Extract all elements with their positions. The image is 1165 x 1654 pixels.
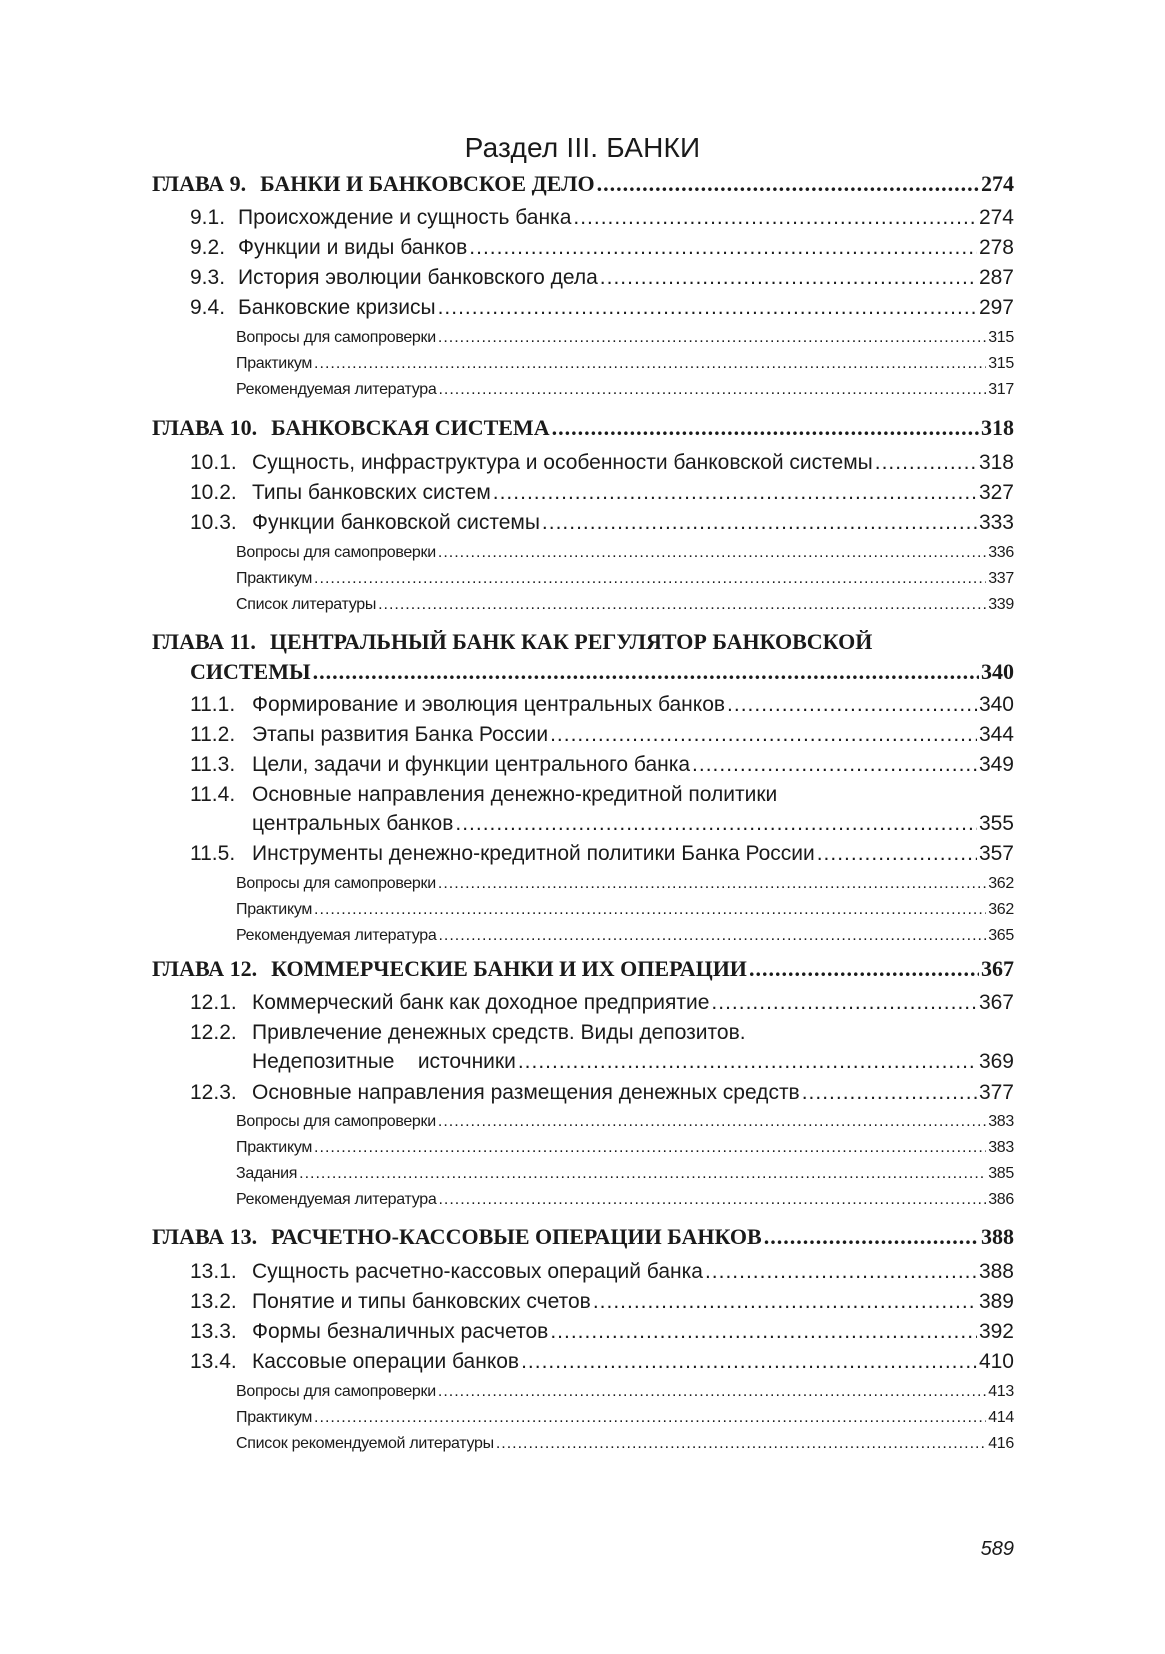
subitem-title: Практикум bbox=[236, 1409, 313, 1426]
toc-section bbox=[190, 293, 1014, 322]
toc-chapter bbox=[152, 413, 1014, 443]
toc-section bbox=[190, 203, 1014, 232]
leader-dots bbox=[496, 1432, 986, 1456]
section-number: 11.3. bbox=[190, 753, 236, 776]
section-number: 10.3. bbox=[190, 511, 237, 534]
page-ref: 318 bbox=[981, 415, 1014, 440]
toc-subitem bbox=[236, 567, 1014, 591]
page-ref: 389 bbox=[978, 1290, 1014, 1313]
leader-dots bbox=[438, 1380, 986, 1404]
subitem-title: Вопросы для самопроверки bbox=[236, 875, 436, 892]
toc-section bbox=[190, 233, 1014, 262]
page-ref: 362 bbox=[988, 901, 1014, 918]
subitem-title: Задания bbox=[236, 1165, 298, 1182]
subitem-title: Вопросы для самопроверки bbox=[236, 544, 436, 561]
section-title-text: Функции и виды банков bbox=[238, 236, 468, 259]
section-title-text: центральных банков bbox=[252, 812, 454, 835]
page-ref: 388 bbox=[978, 1260, 1014, 1283]
leader-dots bbox=[314, 1406, 986, 1430]
page-number: 589 bbox=[980, 1538, 1014, 1560]
section-title-text: Сущность расчетно-кассовых операций банка bbox=[252, 1260, 703, 1283]
section-number: 10.1. bbox=[190, 451, 237, 474]
page-ref: 339 bbox=[988, 596, 1014, 613]
leader-dots bbox=[802, 1078, 977, 1107]
section-number: 11.4. bbox=[190, 783, 236, 806]
chapter-number: ГЛАВА 13. bbox=[152, 1224, 258, 1249]
section-title-text: Привлечение денежных средств. Виды депозитов. bbox=[252, 1021, 746, 1044]
leader-dots bbox=[521, 1347, 977, 1376]
toc-subitem bbox=[236, 1380, 1014, 1404]
page-ref: 383 bbox=[988, 1113, 1014, 1130]
page-ref: 416 bbox=[988, 1435, 1014, 1452]
subitem-title: Практикум bbox=[236, 570, 313, 587]
section-number: 11.5. bbox=[190, 842, 236, 865]
toc-section bbox=[190, 750, 1014, 779]
page-ref: 274 bbox=[978, 206, 1014, 229]
chapter-number: ГЛАВА 11. bbox=[152, 629, 256, 654]
toc-subitem bbox=[236, 1406, 1014, 1430]
page-ref: 315 bbox=[988, 355, 1014, 372]
section-number: 12.2. bbox=[190, 1021, 237, 1044]
section-title-text: Формирование и эволюция центральных банков bbox=[252, 693, 726, 716]
section-number: 12.3. bbox=[190, 1081, 237, 1104]
subitem-title: Вопросы для самопроверки bbox=[236, 1383, 436, 1400]
page-ref: 337 bbox=[988, 570, 1014, 587]
section-number: 13.3. bbox=[190, 1320, 237, 1343]
leader-dots bbox=[749, 954, 979, 984]
page-ref: 383 bbox=[988, 1139, 1014, 1156]
toc-section bbox=[190, 720, 1014, 749]
leader-dots bbox=[438, 1110, 986, 1134]
toc-section bbox=[190, 1257, 1014, 1286]
leader-dots bbox=[314, 567, 986, 591]
toc-subitem bbox=[236, 872, 1014, 896]
chapter-title: БАНКИ И БАНКОВСКОЕ ДЕЛО bbox=[260, 171, 595, 196]
toc-section bbox=[190, 508, 1014, 537]
toc-section bbox=[190, 1078, 1014, 1107]
page-ref: 297 bbox=[978, 296, 1014, 319]
toc-section bbox=[190, 1317, 1014, 1346]
page-ref: 333 bbox=[978, 511, 1014, 534]
section-title-text: Основные направления денежно-кредитной политики bbox=[252, 783, 778, 806]
page-ref: 355 bbox=[978, 812, 1014, 835]
leader-dots bbox=[600, 263, 977, 292]
toc-section bbox=[190, 988, 1014, 1017]
toc-section bbox=[190, 1018, 1014, 1047]
page-ref: 392 bbox=[978, 1320, 1014, 1343]
leader-dots bbox=[438, 293, 977, 322]
page-ref: 369 bbox=[978, 1050, 1014, 1073]
leader-dots bbox=[438, 872, 986, 896]
section-title-text: Банковские кризисы bbox=[238, 296, 436, 319]
section-title-text: Основные направления размещения денежных средств bbox=[252, 1081, 800, 1104]
section-number: 9.1. bbox=[190, 206, 226, 229]
toc-section-continuation bbox=[252, 1047, 1014, 1076]
leader-dots bbox=[764, 1222, 979, 1252]
section-title-text: История эволюции банковского дела bbox=[238, 266, 598, 289]
leader-dots bbox=[438, 1188, 986, 1212]
page-ref: 385 bbox=[988, 1165, 1014, 1182]
section-title-text: Функции банковской системы bbox=[252, 511, 540, 534]
leader-dots bbox=[378, 593, 986, 617]
leader-dots bbox=[597, 169, 979, 199]
page-ref: 414 bbox=[988, 1409, 1014, 1426]
page-ref: 344 bbox=[978, 723, 1014, 746]
leader-dots bbox=[493, 478, 977, 507]
page-ref: 340 bbox=[978, 693, 1014, 716]
section-number: 12.1. bbox=[190, 991, 237, 1014]
chapter-number: ГЛАВА 10. bbox=[152, 415, 258, 440]
leader-dots bbox=[727, 690, 977, 719]
leader-dots bbox=[692, 750, 977, 779]
subitem-title: Вопросы для самопроверки bbox=[236, 1113, 436, 1130]
chapter-title: ЦЕНТРАЛЬНЫЙ БАНК КАК РЕГУЛЯТОР БАНКОВСКОЙ bbox=[269, 629, 873, 654]
section-title-text: Этапы развития Банка России bbox=[252, 723, 549, 746]
leader-dots bbox=[518, 1047, 977, 1076]
page-ref: 388 bbox=[981, 1224, 1014, 1249]
toc-section bbox=[190, 690, 1014, 719]
toc-section bbox=[190, 478, 1014, 507]
leader-dots bbox=[438, 924, 986, 948]
toc-section bbox=[190, 780, 1014, 809]
subitem-title: Список литературы bbox=[236, 596, 377, 613]
page-ref: 340 bbox=[981, 659, 1014, 684]
leader-dots bbox=[542, 508, 977, 537]
page-ref: 367 bbox=[978, 991, 1014, 1014]
chapter-title: РАСЧЕТНО-КАССОВЫЕ ОПЕРАЦИИ БАНКОВ bbox=[271, 1224, 762, 1249]
page-ref: 413 bbox=[988, 1383, 1014, 1400]
toc-section-continuation bbox=[252, 809, 1014, 838]
section-title-text: Недепозитные источники bbox=[252, 1050, 516, 1073]
toc-subitem bbox=[236, 898, 1014, 922]
toc-subitem bbox=[236, 541, 1014, 565]
leader-dots bbox=[314, 352, 986, 376]
leader-dots bbox=[705, 1257, 977, 1286]
toc-chapter bbox=[152, 1222, 1014, 1252]
toc-chapter bbox=[152, 954, 1014, 984]
section-number: 13.4. bbox=[190, 1350, 237, 1373]
toc-subitem bbox=[236, 378, 1014, 402]
section-title: Раздел III. БАНКИ bbox=[464, 132, 701, 163]
chapter-number: ГЛАВА 9. bbox=[152, 171, 247, 196]
section-title-text: Происхождение и сущность банка bbox=[238, 206, 572, 229]
section-title-text: Формы безналичных расчетов bbox=[252, 1320, 549, 1343]
page-ref: 327 bbox=[978, 481, 1014, 504]
page-ref: 274 bbox=[981, 171, 1014, 196]
page-ref: 386 bbox=[988, 1191, 1014, 1208]
leader-dots bbox=[438, 378, 986, 402]
toc-chapter bbox=[152, 169, 1014, 199]
toc-chapter bbox=[152, 627, 1014, 657]
leader-dots bbox=[711, 988, 977, 1017]
leader-dots bbox=[550, 720, 977, 749]
section-number: 13.1. bbox=[190, 1260, 237, 1283]
subitem-title: Практикум bbox=[236, 901, 313, 918]
toc-subitem bbox=[236, 1188, 1014, 1212]
toc-subitem bbox=[236, 1162, 1014, 1186]
leader-dots bbox=[573, 203, 977, 232]
section-number: 11.1. bbox=[190, 693, 236, 716]
toc-subitem bbox=[236, 1136, 1014, 1160]
page-ref: 410 bbox=[978, 1350, 1014, 1373]
toc-subitem bbox=[236, 593, 1014, 617]
leader-dots bbox=[313, 657, 979, 687]
subitem-title: Рекомендуемая литература bbox=[236, 927, 437, 944]
section-title-text: Сущность, инфраструктура и особенности банковской системы bbox=[252, 451, 873, 474]
section-title-text: Цели, задачи и функции центрального банка bbox=[252, 753, 691, 776]
chapter-number: ГЛАВА 12. bbox=[152, 956, 258, 981]
chapter-title: БАНКОВСКАЯ СИСТЕМА bbox=[271, 415, 550, 440]
page-ref: 315 bbox=[988, 329, 1014, 346]
toc-chapter-continuation bbox=[190, 657, 1014, 687]
page-ref: 377 bbox=[978, 1081, 1014, 1104]
toc-section bbox=[190, 1287, 1014, 1316]
page-ref: 367 bbox=[981, 956, 1014, 981]
section-title-text: Понятие и типы банковских счетов bbox=[252, 1290, 591, 1313]
leader-dots bbox=[299, 1162, 986, 1186]
leader-dots bbox=[438, 326, 986, 350]
section-number: 11.2. bbox=[190, 723, 236, 746]
subitem-title: Рекомендуемая литература bbox=[236, 1191, 437, 1208]
chapter-title: КОММЕРЧЕСКИЕ БАНКИ И ИХ ОПЕРАЦИИ bbox=[271, 956, 747, 981]
leader-dots bbox=[314, 1136, 986, 1160]
section-number: 13.2. bbox=[190, 1290, 237, 1313]
toc-subitem bbox=[236, 1432, 1014, 1456]
section-title-text: Инструменты денежно-кредитной политики Банка России bbox=[252, 842, 815, 865]
section-number: 9.2. bbox=[190, 236, 226, 259]
subitem-title: Вопросы для самопроверки bbox=[236, 329, 436, 346]
leader-dots bbox=[469, 233, 977, 262]
section-title-text: Типы банковских систем bbox=[252, 481, 491, 504]
leader-dots bbox=[550, 1317, 977, 1346]
leader-dots bbox=[817, 839, 977, 868]
page-ref: 287 bbox=[978, 266, 1014, 289]
section-title-text: Кассовые операции банков bbox=[252, 1350, 520, 1373]
subitem-title: Список рекомендуемой литературы bbox=[236, 1435, 494, 1452]
page-ref: 362 bbox=[988, 875, 1014, 892]
chapter-title: СИСТЕМЫ bbox=[190, 659, 311, 684]
toc-subitem bbox=[236, 1110, 1014, 1134]
page-ref: 365 bbox=[988, 927, 1014, 944]
subitem-title: Практикум bbox=[236, 355, 313, 372]
leader-dots bbox=[438, 541, 986, 565]
page-ref: 318 bbox=[978, 451, 1014, 474]
leader-dots bbox=[314, 898, 986, 922]
page-ref: 336 bbox=[988, 544, 1014, 561]
toc-section bbox=[190, 839, 1014, 868]
subitem-title: Рекомендуемая литература bbox=[236, 381, 437, 398]
section-title-text: Коммерческий банк как доходное предприятие bbox=[252, 991, 710, 1014]
page-ref: 317 bbox=[988, 381, 1014, 398]
toc-section bbox=[190, 263, 1014, 292]
leader-dots bbox=[875, 448, 977, 477]
leader-dots bbox=[593, 1287, 977, 1316]
leader-dots bbox=[455, 809, 977, 838]
page-ref: 349 bbox=[978, 753, 1014, 776]
subitem-title: Практикум bbox=[236, 1139, 313, 1156]
toc-subitem bbox=[236, 326, 1014, 350]
section-number: 9.3. bbox=[190, 266, 226, 289]
toc-section bbox=[190, 1347, 1014, 1376]
toc-subitem bbox=[236, 924, 1014, 948]
section-number: 9.4. bbox=[190, 296, 226, 319]
page-ref: 357 bbox=[978, 842, 1014, 865]
leader-dots bbox=[552, 413, 979, 443]
toc-subitem bbox=[236, 352, 1014, 376]
page-ref: 278 bbox=[978, 236, 1014, 259]
section-number: 10.2. bbox=[190, 481, 237, 504]
toc-section bbox=[190, 448, 1014, 477]
